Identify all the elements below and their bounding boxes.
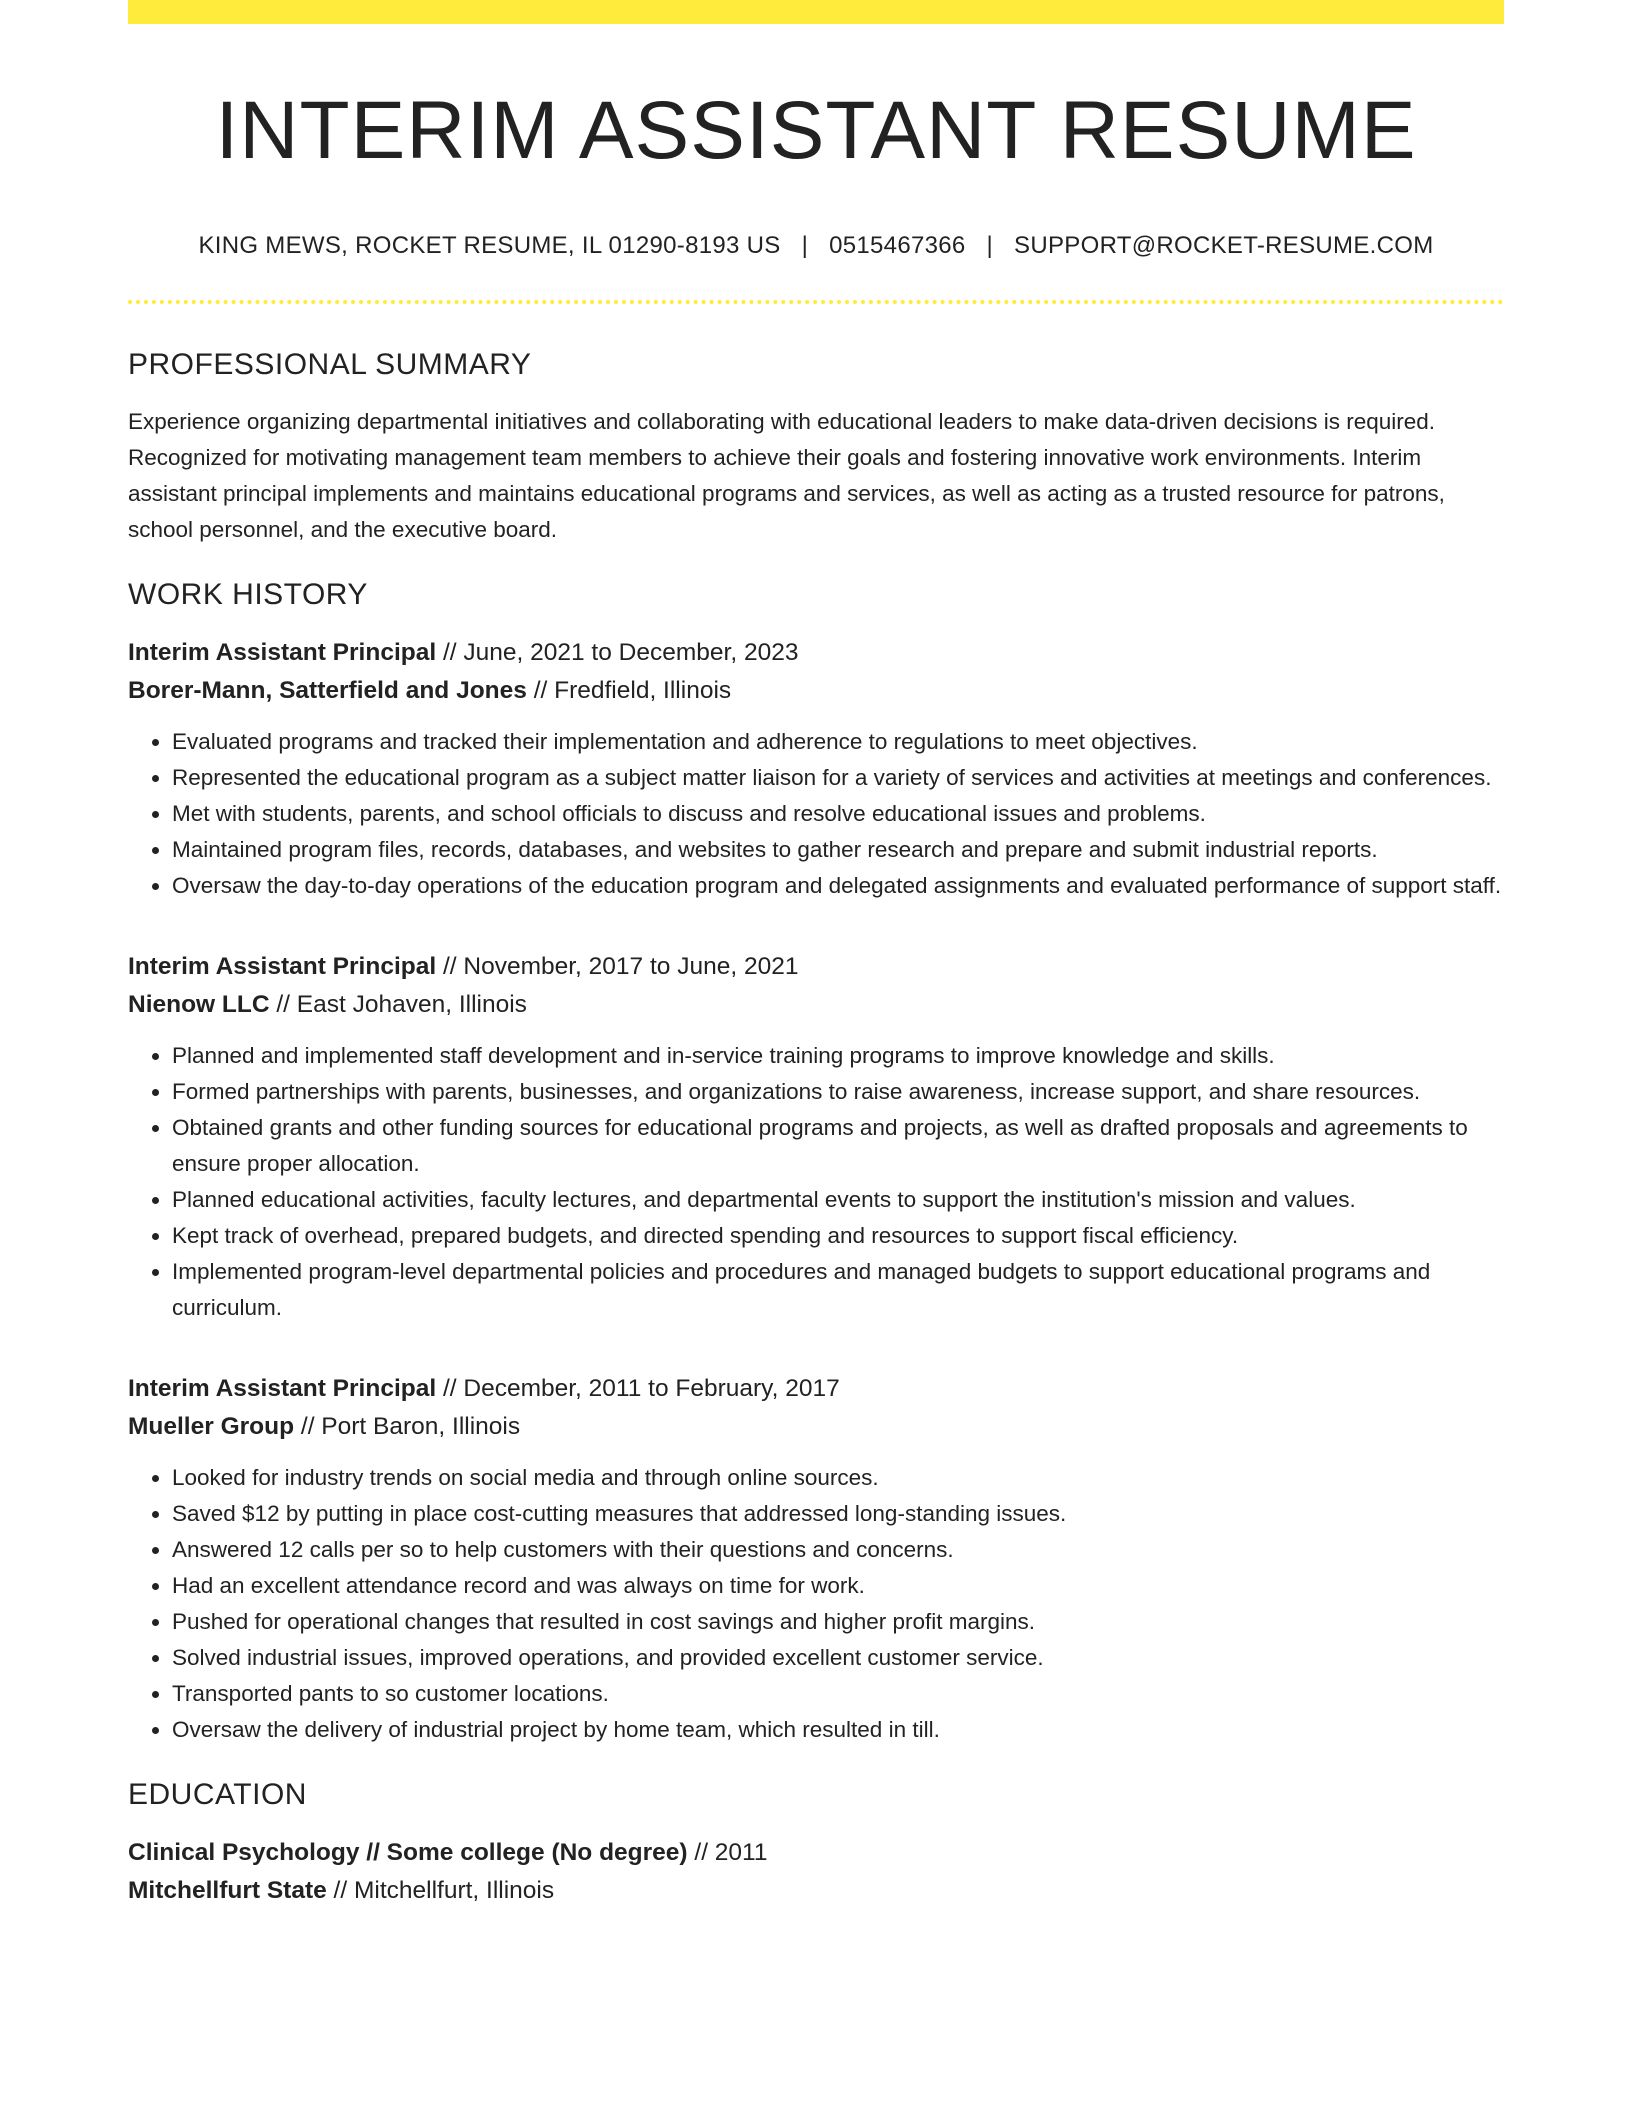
list-item: • Maintained program files, records, databases, and websites to gather research and prepare and submit industrial reports. bbox=[172, 832, 1504, 868]
summary-heading: PROFESSIONAL SUMMARY bbox=[128, 348, 532, 382]
list-item: • Planned and implemented staff development and in-service training programs to improve knowledge and skills. bbox=[172, 1038, 1504, 1074]
contact-separator: | bbox=[801, 232, 809, 260]
list-item: • Represented the educational program as a subject matter liaison for a variety of services and activities at meetings and conferences. bbox=[172, 760, 1504, 796]
contact-separator: | bbox=[986, 232, 994, 260]
work-history-heading: WORK HISTORY bbox=[128, 578, 368, 612]
education-degree: Clinical Psychology // Some college (No degree) bbox=[128, 1839, 688, 1867]
list-item: • Evaluated programs and tracked their implementation and adherence to regulations to meet objectives. bbox=[172, 724, 1504, 760]
education-school-line bbox=[128, 1872, 1504, 1910]
list-item: • Planned educational activities, faculty lectures, and departmental events to support the institution's mission and values. bbox=[172, 1182, 1504, 1218]
education-location: // Mitchellfurt, Illinois bbox=[326, 1877, 555, 1905]
list-item: • Pushed for operational changes that resulted in cost savings and higher profit margins. bbox=[172, 1604, 1504, 1640]
job-entry bbox=[128, 948, 1504, 1326]
education-school: Mitchellfurt State bbox=[128, 1877, 327, 1905]
job-title-line bbox=[128, 634, 1504, 672]
list-item: • Oversaw the delivery of industrial project by home team, which resulted in till. bbox=[172, 1712, 1504, 1748]
education-degree-line bbox=[128, 1834, 1504, 1872]
job-title-line bbox=[128, 948, 1504, 986]
contact-email: SUPPORT@ROCKET-RESUME.COM bbox=[1014, 232, 1434, 260]
list-item: • Kept track of overhead, prepared budgets, and directed spending and resources to support fiscal efficiency. bbox=[172, 1218, 1504, 1254]
education-entry bbox=[128, 1834, 1504, 1910]
contact-phone: 0515467366 bbox=[829, 232, 966, 260]
list-item: • Solved industrial issues, improved operations, and provided excellent customer service. bbox=[172, 1640, 1504, 1676]
job-bullets bbox=[128, 1038, 1504, 1326]
job-title: Interim Assistant Principal bbox=[128, 639, 437, 667]
list-item: • Saved $12 by putting in place cost-cutting measures that addressed long-standing issues. bbox=[172, 1496, 1504, 1532]
job-entry bbox=[128, 634, 1504, 904]
contact-address: KING MEWS, ROCKET RESUME, IL 01290-8193 US bbox=[198, 232, 781, 260]
job-bullets bbox=[128, 1460, 1504, 1748]
resume-page bbox=[128, 0, 1504, 1910]
job-company-line bbox=[128, 1408, 1504, 1446]
list-item: • Had an excellent attendance record and was always on time for work. bbox=[172, 1568, 1504, 1604]
list-item: • Looked for industry trends on social media and through online sources. bbox=[172, 1460, 1504, 1496]
list-item: • Implemented program-level departmental policies and procedures and managed budgets to support educational programs and curriculum. bbox=[172, 1254, 1504, 1326]
job-company-line bbox=[128, 672, 1504, 710]
contact-line bbox=[128, 232, 1504, 260]
job-dates: // June, 2021 to December, 2023 bbox=[436, 639, 799, 667]
resume-name: INTERIM ASSISTANT RESUME bbox=[215, 85, 1417, 176]
job-title: Interim Assistant Principal bbox=[128, 953, 437, 981]
list-item: • Formed partnerships with parents, businesses, and organizations to raise awareness, increase support, and share resources. bbox=[172, 1074, 1504, 1110]
list-item: • Oversaw the day-to-day operations of the education program and delegated assignments and evaluated performance of support staff. bbox=[172, 868, 1504, 904]
job-title-line bbox=[128, 1370, 1504, 1408]
list-item: • Obtained grants and other funding sources for educational programs and projects, as well as drafted proposals and agreements to ensure proper allocation. bbox=[172, 1110, 1504, 1182]
job-bullets bbox=[128, 724, 1504, 904]
job-location: // Port Baron, Illinois bbox=[294, 1413, 521, 1441]
job-company: Mueller Group bbox=[128, 1413, 295, 1441]
job-company: Borer-Mann, Satterfield and Jones bbox=[128, 677, 527, 705]
job-title: Interim Assistant Principal bbox=[128, 1375, 437, 1403]
list-item: • Met with students, parents, and school officials to discuss and resolve educational issues and problems. bbox=[172, 796, 1504, 832]
top-accent-bar bbox=[128, 0, 1504, 24]
job-company: Nienow LLC bbox=[128, 991, 270, 1019]
job-location: // Fredfield, Illinois bbox=[526, 677, 732, 705]
job-location: // East Johaven, Illinois bbox=[269, 991, 527, 1019]
job-entry bbox=[128, 1370, 1504, 1748]
job-dates: // December, 2011 to February, 2017 bbox=[436, 1375, 840, 1403]
list-item: • Transported pants to so customer locations. bbox=[172, 1676, 1504, 1712]
education-year: // 2011 bbox=[687, 1839, 768, 1867]
job-dates: // November, 2017 to June, 2021 bbox=[436, 953, 799, 981]
education-heading: EDUCATION bbox=[128, 1778, 307, 1812]
job-company-line bbox=[128, 986, 1504, 1024]
list-item: • Answered 12 calls per so to help customers with their questions and concerns. bbox=[172, 1532, 1504, 1568]
dotted-divider bbox=[128, 300, 1504, 304]
summary-text: Experience organizing departmental initiatives and collaborating with educational leaders to make data-driven decisions is required. Recognized for motivating management team members to achieve their goals and fostering innovative work environments. Interim assistant principal implements and maintains educational programs and services, as well as acting as a trusted resource for patrons, school personnel, and the executive board. bbox=[128, 409, 1445, 543]
